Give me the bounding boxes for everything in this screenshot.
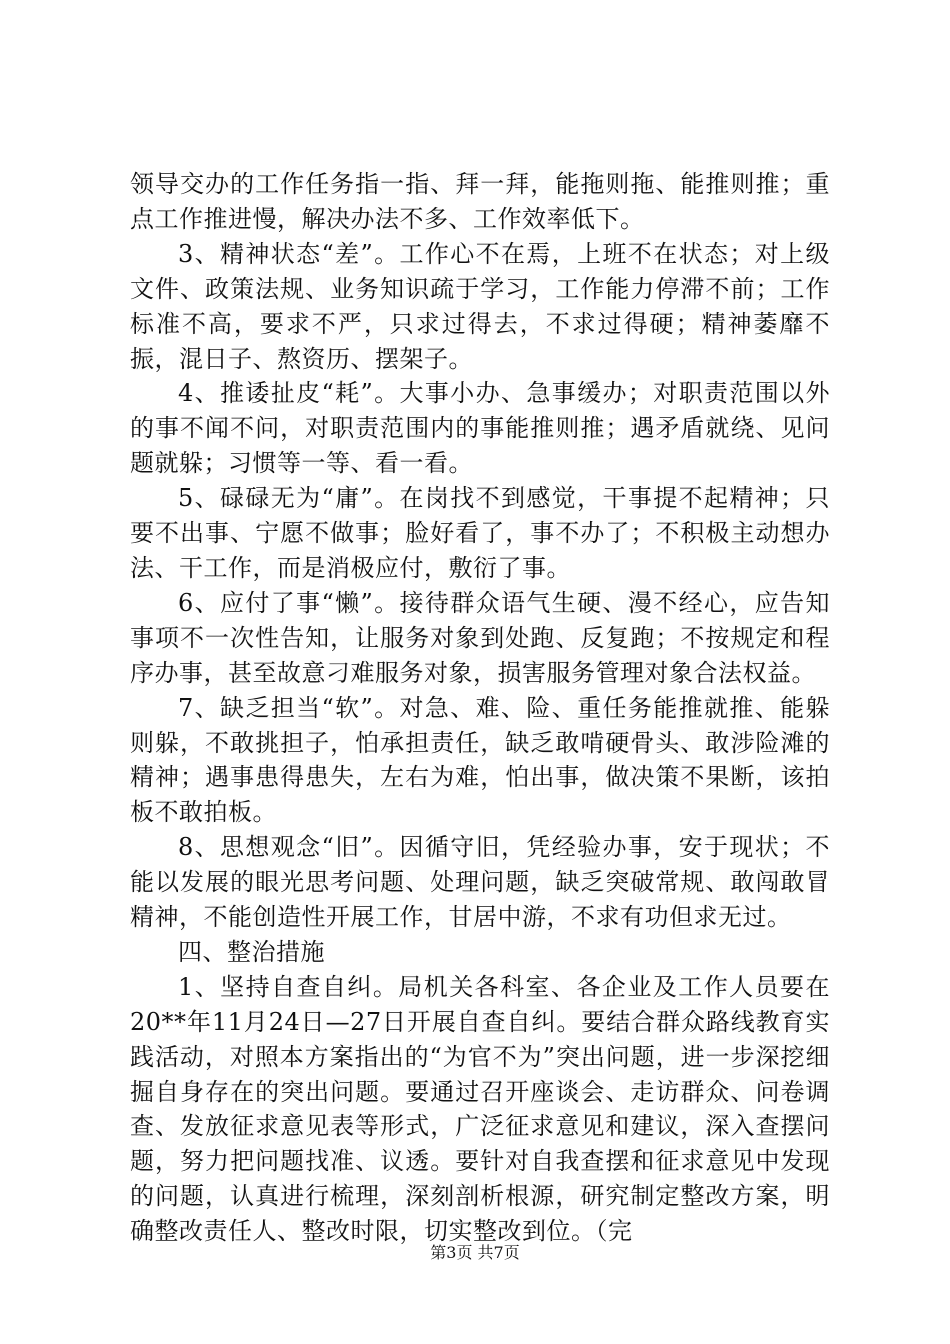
- section-heading: 四、整治措施: [178, 937, 325, 966]
- paragraph-item-6: 6、应付了事“懒”。接待群众语气生硬、漫不经心，应告知事项不一次性告知，让服务对象到处跑、反复跑；不按规定和程序办事，甚至故意刁难服务对象，损害服务管理对象合法权益。: [130, 588, 830, 687]
- paragraph-item-3: 3、精神状态“差”。工作心不在焉，上班不在状态；对上级文件、政策法规、业务知识疏于学习，工作能力停滞不前；工作标准不高，要求不严，只求过得去，不求过得硬；精神萎靡不振，混日子、熬资历、摆架子。: [130, 239, 830, 373]
- paragraph-continuation: 领导交办的工作任务指一指、拜一拜，能拖则拖、能推则推；重点工作推进慢，解决办法不多、工作效率低下。: [130, 170, 830, 233]
- paragraph-measure-1: 1、坚持自查自纠。局机关各科室、各企业及工作人员要在20**年11月24日—27日开展自查自纠。要结合群众路线教育实践活动，对照本方案指出的“为官不为”突出问题，进一步深挖细掘自身存在的突出问题。要通过召开座谈会、走访群众、问卷调查、发放征求意见表等形式，广泛征求意见和建议，深入查摆问题，努力把问题找准、议透。要针对自我查摆和征求意见中发现的问题，认真进行梳理，深刻剖析根源，研究制定整改方案，明确整改责任人、整改时限，切实整改到位。（完: [130, 972, 830, 1246]
- paragraph-item-7: 7、缺乏担当“软”。对急、难、险、重任务能推就推、能躲则躲，不敢挑担子，怕承担责任，缺乏敢啃硬骨头、敢涉险滩的精神；遇事患得患失，左右为难，怕出事，做决策不果断，该拍板不敢拍板。: [130, 693, 830, 827]
- paragraph-item-4: 4、推诿扯皮“耗”。大事小办、急事缓办；对职责范围以外的事不闻不问，对职责范围内的事能推则推；遇矛盾就绕、见问题就躲；习惯等一等、看一看。: [130, 379, 830, 478]
- document-body: [130, 167, 830, 1249]
- page-number: 第3页 共7页: [430, 1243, 520, 1262]
- paragraph-item-8: 8、思想观念“旧”。因循守旧，凭经验办事，安于现状；不能以发展的眼光思考问题、处理问题，缺乏突破常规、敢闯敢冒精神，不能创造性开展工作，甘居中游，不求有功但求无过。: [130, 833, 830, 932]
- paragraph-item-5: 5、碌碌无为“庸”。在岗找不到感觉，干事提不起精神；只要不出事、宁愿不做事；脸好看了，事不办了；不积极主动想办法、干工作，而是消极应付，敷衍了事。: [130, 484, 830, 582]
